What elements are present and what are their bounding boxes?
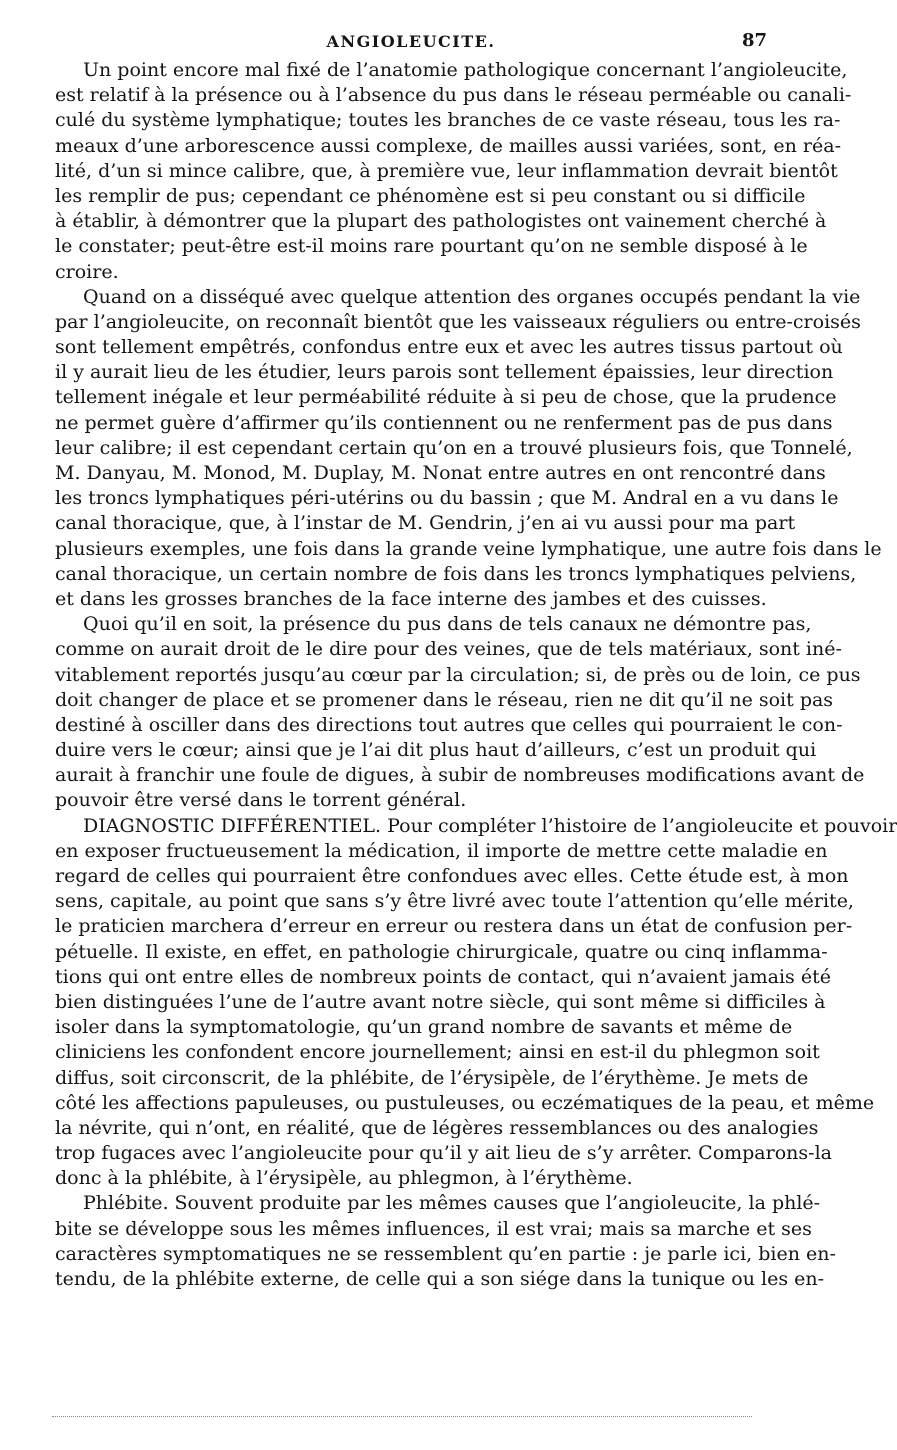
body-text [55, 58, 897, 1292]
text-line: tions qui ont entre elles de nombreux points de contact, qui n’avaient jamais été [55, 965, 831, 988]
paragraph [55, 58, 852, 285]
running-head [55, 28, 767, 58]
text-line: meaux d’une arborescence aussi complexe, de mailles aussi variées, sont, en réa- [55, 134, 841, 157]
text-line: bien distinguées l’une de l’autre avant notre siècle, qui sont même si difficiles à [55, 990, 826, 1013]
text-line: isoler dans la symptomatologie, qu’un grand nombre de savants et même de [55, 1016, 793, 1039]
text-line: leur calibre; il est cependant certain qu’on en a trouvé plusieurs fois, que Tonnelé, [55, 436, 853, 459]
text-line: diffus, soit circonscrit, de la phlébite, de l’érysipèle, de l’érythème. Je mets de [55, 1066, 809, 1089]
text-line: DIAGNOSTIC DIFFÉRENTIEL. Pour compléter l’histoire de l’angioleucite et pouvoir [83, 814, 897, 837]
text-line: par l’angioleucite, on reconnaît bientôt que les vaisseaux réguliers ou entre-croisés [55, 310, 861, 333]
text-line: vitablement reportés jusqu’au cœur par la circulation; si, de près ou de loin, ce pus [55, 663, 861, 686]
text-line: le constater; peut-être est-il moins rare pourtant qu’on ne semble disposé à le [55, 235, 808, 258]
text-line: M. Danyau, M. Monod, M. Duplay, M. Nonat entre autres en ont rencontré dans [55, 462, 826, 484]
text-line: pouvoir être versé dans le torrent général. [55, 789, 467, 812]
text-line: caractères symptomatiques ne se ressemblent qu’en partie : je parle ici, bien en- [55, 1242, 836, 1265]
text-line: Quoi qu’il en soit, la présence du pus dans de tels canaux ne démontre pas, [83, 613, 812, 636]
book-page [55, 28, 897, 1292]
text-line: à établir, à démontrer que la plupart des pathologistes ont vainement cherché à [55, 210, 827, 233]
text-line: trop fugaces avec l’angioleucite pour qu’il y ait lieu de s’y arrêter. Comparons-la [55, 1142, 832, 1165]
text-line: Quand on a disséqué avec quelque attention des organes occupés pendant la vie [83, 285, 861, 308]
bottom-dotted-rule [52, 1416, 752, 1417]
paragraph [55, 814, 897, 1192]
text-line: est relatif à la présence ou à l’absence du pus dans le réseau perméable ou canali- [55, 84, 852, 107]
text-line: regard de celles qui pourraient être confondues avec elles. Cette étude est, à mon [55, 865, 849, 887]
text-line: lité, d’un si mince calibre, que, à première vue, leur inflammation devrait bientôt [55, 159, 838, 182]
text-line: pétuelle. Il existe, en effet, en pathologie chirurgicale, quatre ou cinq inflamma- [55, 940, 828, 963]
text-line: la névrite, qui n’ont, en réalité, que de légères ressemblances ou des analogies [55, 1116, 819, 1139]
text-line: les troncs lymphatiques péri-utérins ou du bassin ; que M. Andral en a vu dans le [55, 487, 839, 510]
text-line: bite se développe sous les mêmes influences, il est vrai; mais sa marche et ses [55, 1217, 812, 1240]
page-number: 87 [741, 30, 767, 51]
text-line: Un point encore mal fixé de l’anatomie pathologique concernant l’angioleucite, [83, 59, 848, 81]
text-line: destiné à osciller dans des directions tout autres que celles qui pourraient le con- [55, 713, 843, 736]
text-line: il y aurait lieu de les étudier, leurs parois sont tellement épaissies, leur direction [55, 361, 834, 384]
text-line: donc à la phlébite, à l’érysipèle, au phlegmon, à l’érythème. [55, 1167, 633, 1190]
text-line: et dans les grosses branches de la face interne des jambes et des cuisses. [55, 587, 767, 610]
paragraph [55, 1191, 836, 1292]
text-line: plusieurs exemples, une fois dans la grande veine lymphatique, une autre fois dans le [55, 537, 882, 560]
text-line: canal thoracique, un certain nombre de fois dans les troncs lymphatiques pelviens, [55, 562, 857, 585]
text-line: ne permet guère d’affirmer qu’ils contiennent ou ne renferment pas de pus dans [55, 411, 833, 434]
text-line: sens, capitale, au point que sans s’y être livré avec toute l’attention qu’elle mérite, [55, 890, 854, 913]
text-line: culé du système lymphatique; toutes les branches de ce vaste réseau, tous les ra- [55, 109, 841, 132]
text-line: sont tellement empêtrés, confondus entre eux et avec les autres tissus partout où [55, 336, 843, 359]
text-line: aurait à franchir une foule de digues, à subir de nombreuses modifications avant de [55, 764, 865, 787]
text-line: en exposer fructueusement la médication, il importe de mettre cette maladie en [55, 839, 828, 862]
text-line: cliniciens les confondent encore journellement; ainsi en est-il du phlegmon soit [55, 1041, 820, 1064]
text-line: doit changer de place et se promener dans le réseau, rien ne dit qu’il ne soit pas [55, 688, 834, 711]
paragraph [55, 285, 882, 612]
text-line: côté les affections papuleuses, ou pustuleuses, ou eczématiques de la peau, et même [55, 1091, 875, 1114]
text-line: croire. [55, 260, 119, 283]
text-line: tellement inégale et leur perméabilité réduite à si peu de chose, que la prudence [55, 386, 837, 409]
text-line: tendu, de la phlébite externe, de celle qui a son siége dans la tunique ou les en- [55, 1268, 825, 1290]
text-line: canal thoracique, que, à l’instar de M. Gendrin, j’en ai vu aussi pour ma part [55, 512, 796, 535]
text-line: comme on aurait droit de le dire pour des veines, que de tels matériaux, sont iné- [55, 638, 842, 661]
text-line: le praticien marchera d’erreur en erreur ou restera dans un état de confusion per- [55, 915, 853, 938]
text-line: duire vers le cœur; ainsi que je l’ai dit plus haut d’ailleurs, c’est un produit qui [55, 739, 817, 762]
text-line: les remplir de pus; cependant ce phénomène est si peu constant ou si difficile [55, 184, 806, 207]
running-title: ANGIOLEUCITE. [326, 32, 496, 51]
text-line: Phlébite. Souvent produite par les mêmes causes que l’angioleucite, la phlé- [83, 1192, 821, 1215]
paragraph [55, 612, 865, 814]
